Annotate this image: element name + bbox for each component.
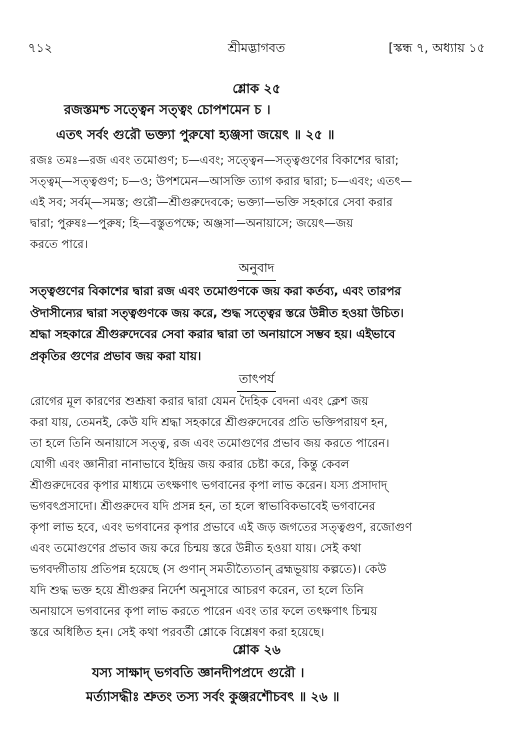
- synonyms-line: রজঃ তমঃ—রজ এবং তমোগুণ; চ—এবং; সত্ত্বেন—সত্ত্বগুণের বিকাশের দ্বারা;: [30, 153, 399, 167]
- purport-title: তাৎপর্য: [237, 371, 276, 392]
- synonyms-line: করতে পারে।: [30, 237, 88, 251]
- verse-25-line-1: রজস্তমশ্চ সত্ত্বেন সত্ত্বং চোপশমেন চ ।: [64, 103, 271, 118]
- verse-26-line-2: মর্ত্যাসদ্ধীঃ শ্রুতং তস্য সর্বং কুঞ্জরশৌচবৎ ॥ ২৬ ॥: [86, 690, 340, 705]
- purport-line: ভগবৎপ্রসাদো। শ্রীগুরুদেব যদি প্রসন্ন হন, তা হলে স্বাভাবিকভাবেই ভগবানের: [30, 499, 376, 513]
- verse-25-label: শ্লোক ২৫: [232, 82, 281, 97]
- verse-26-line-1: যস্য সাক্ষাদ্ ভগবতি জ্ঞানদীপপ্রদে গুরৌ ।: [92, 666, 305, 681]
- translation-line: ঔদাসীন্যের দ্বারা সত্ত্বগুণকে জয় করে, শুদ্ধ সত্ত্বের স্তরে উন্নীত হওয়া উচিত।: [30, 305, 404, 320]
- translation-title: অনুবাদ: [237, 260, 276, 281]
- purport-line: কৃপা লাভ হবে, এবং ভগবানের কৃপার প্রভাবে এই জড় জগতের সত্ত্বগুণ, রজোগুণ: [30, 520, 413, 534]
- translation-line: সত্ত্বগুণের বিকাশের দ্বারা রজ এবং তমোগুণকে জয় করা কর্তব্য, এবং তারপর: [30, 284, 401, 298]
- verse-25-line-2: এতৎ সর্বং গুরৌ ভক্ত্যা পুরুষো হ্যঞ্জসা জয়েৎ ॥ ২৫ ॥: [56, 128, 335, 143]
- translation-line: প্রকৃতির গুণের প্রভাব জয় করা যায়।: [30, 348, 202, 363]
- purport-line: যোগী এবং জ্ঞানীরা নানাভাবে ইন্দ্রিয় জয় করার চেষ্টা করে, কিন্তু কেবল: [30, 457, 350, 471]
- purport-line: যদি শুদ্ধ ভক্ত হয়ে শ্রীগুরুর নির্দেশ অনুসারে আচরণ করেন, তা হলে তিনি: [30, 583, 364, 597]
- synonyms-line: এই সব; সর্বম্—সমস্ত; গুরৌ—শ্রীগুরুদেবকে; ভক্ত্যা—ভক্তি সহকারে সেবা করার: [30, 195, 393, 209]
- translation-line: শ্রদ্ধা সহকারে শ্রীগুরুদেবের সেবা করার দ্বারা তা অনায়াসে সম্ভব হয়। এইভাবে: [30, 327, 396, 341]
- purport-line: এবং তমোগুণের প্রভাব জয় করে চিন্ময় স্তরে উন্নীত হওয়া যায়। সেই কথা: [30, 541, 362, 555]
- verse-26-label: শ্লোক ২৬: [232, 643, 281, 658]
- synonyms-block: [30, 150, 485, 255]
- translation-block: [30, 281, 485, 367]
- translation-heading: [0, 260, 513, 281]
- purport-line: স্তরে অধিষ্ঠিত হন। সেই কথা পরবর্তী শ্লোকে বিশ্লেষণ করা হয়েছে।: [30, 625, 325, 639]
- running-header: [28, 40, 485, 60]
- purport-line: ভগবদ্গীতায় প্রতিপন্ন হয়েছে (স গুণান্ সমতীত্যৈতান্ ব্রহ্মভূয়ায় কল্পতে)। কেউ: [30, 562, 387, 576]
- purport-line: তা হলে তিনি অনায়াসে সত্ত্ব, রজ এবং তমোগুণের প্রভাব জয় করতে পারেন।: [30, 436, 390, 450]
- synonyms-line: দ্বারা; পুরুষঃ—পুরুষ; হি—বস্তুতপক্ষে; অঞ্জসা—অনায়াসে; জয়েৎ—জয়: [30, 216, 354, 230]
- page-number: ৭১২: [28, 40, 53, 55]
- purport-line: রোগের মূল কারণের শুশ্রূষা করার দ্বারা যেমন দৈহিক বেদনা এবং ক্লেশ জয়: [30, 394, 369, 408]
- purport-block: [30, 391, 485, 643]
- purport-line: শ্রীগুরুদেবের কৃপার মাধ্যমে তৎক্ষণাৎ ভগবানের কৃপা লাভ করেন। যস্য প্রসাদাদ্: [30, 478, 388, 492]
- purport-line: করা যায়, তেমনই, কেউ যদি শ্রদ্ধা সহকারে শ্রীগুরুদেবের প্রতি ভক্তিপরায়ণ হন,: [30, 415, 388, 429]
- purport-line: অনায়াসে ভগবানের কৃপা লাভ করতে পারেন এবং তার ফলে তৎক্ষণাৎ চিন্ময়: [30, 604, 378, 618]
- synonyms-line: সত্ত্বম্—সত্ত্বগুণ; চ—ও; উপশমেন—আসক্তি ত্যাগ করার দ্বারা; চ—এবং; এতৎ—: [30, 174, 413, 188]
- book-title: শ্রীমদ্ভাগবত: [227, 40, 286, 55]
- canto-chapter-location: [স্কন্ধ ৭, অধ্যায় ১৫: [388, 40, 485, 55]
- purport-heading: [0, 371, 513, 392]
